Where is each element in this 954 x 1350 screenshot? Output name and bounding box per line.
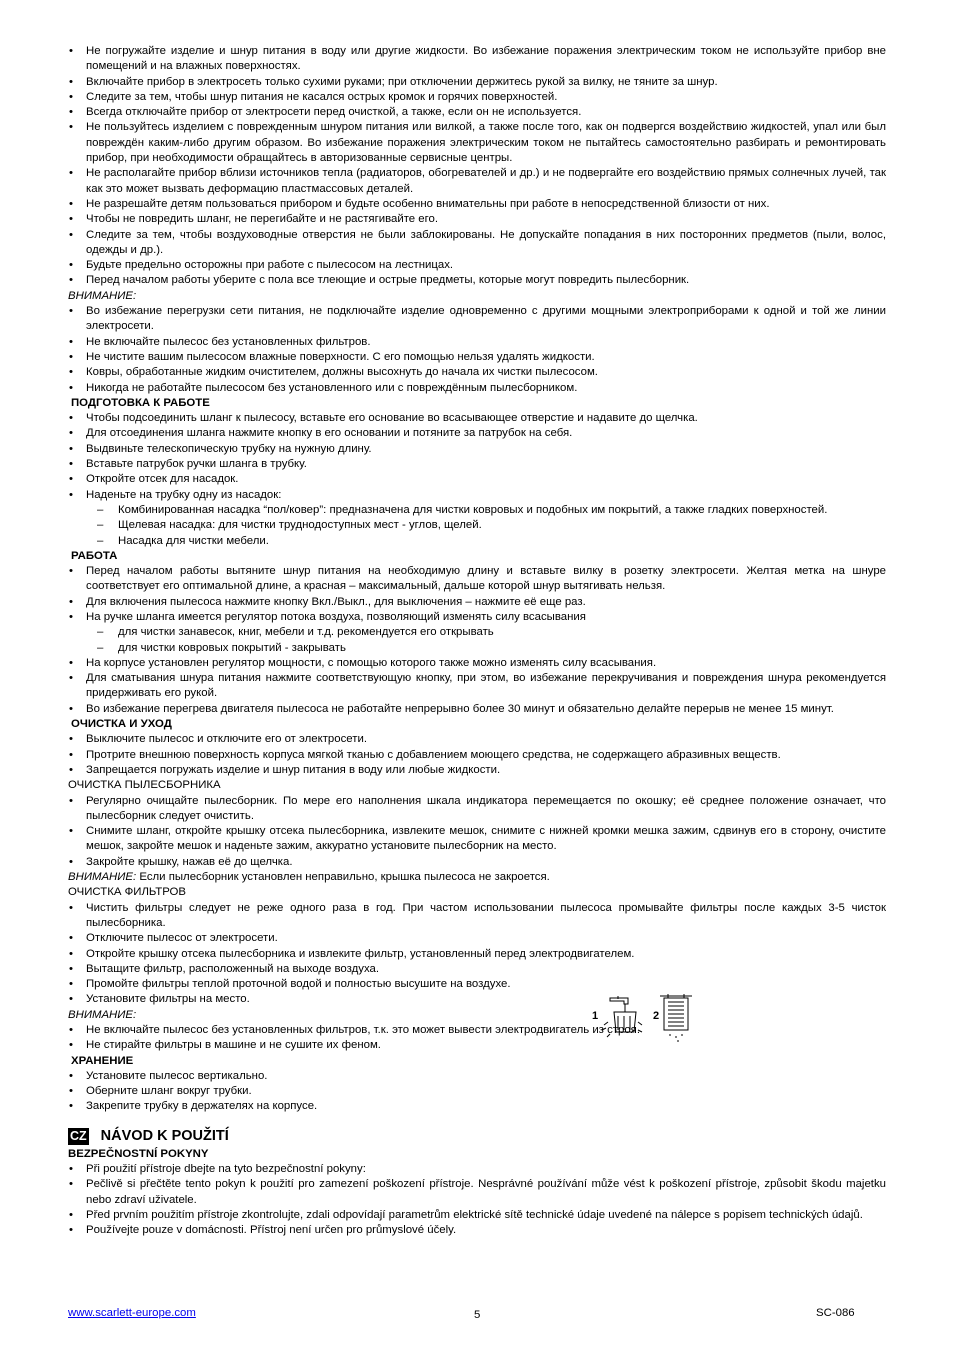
list-item: • Откройте крышку отсека пылесборника и извлеките фильтр, установленный перед электродвигателем. [68,947,886,962]
list-item: • Закрепите трубку в держателях на корпусе. [68,1099,886,1114]
dust-note-text: Если пылесборник установлен неправильно, крышка пылесоса не закроется. [136,871,550,884]
section-heading-preparation: ПОДГОТОВКА К РАБОТЕ [71,396,210,409]
operation-list [68,564,886,625]
filter-attention-list [68,1023,886,1054]
list-item: • Чтобы не повредить шланг, не перегибайте и не растягивайте его. [68,212,886,227]
filter-list [68,901,886,1008]
list-item: • Чистить фильтры следует не реже одного раза в год. При частом использовании пылесоса промывайте фильтры после каждых 3-5 чисток пылесборника. [68,901,886,932]
list-item: • Ковры, обработанные жидким очистителем, должны высохнуть до начала их чистки пылесосом. [68,365,886,380]
figure-label-2: 2 [653,1010,660,1022]
preparation-list [68,411,886,503]
drying-filter-icon [660,994,692,1042]
cz-heading [68,1127,886,1147]
airflow-list [68,625,886,656]
subheading-filters: ОЧИСТКА ФИЛЬТРОВ [68,886,187,899]
list-item: • Для сматывания шнура питания нажмите соответствующую кнопку, при этом, во избежание перекручивания и повреждения шнура рекомендуется придерживать его рукой. [68,671,886,702]
list-item: • Перед началом работы вытяните шнур питания на необходимую длину и вставьте вилку в розетку электросети. Желтая метка на шнуре соответствует его оптимальной длине, а красная – максимальный, дальше которой шнур вытягивать нельзя. [68,564,886,595]
list-item: • Установите фильтры на место. [68,992,556,1007]
website-link[interactable]: www.scarlett-europe.com [68,1307,196,1319]
dust-container-list [68,794,886,870]
section-heading-operation: РАБОТА [71,549,118,562]
list-item: • Вставьте патрубок ручки шланга в трубку. [68,457,886,472]
list-item: • На ручке шланга имеется регулятор потока воздуха, позволяющий изменять силу всасывания [68,610,886,625]
model-number: SC-086 [816,1307,855,1319]
dust-note-label: ВНИМАНИЕ: [68,871,137,884]
sub-list-item: – для чистки занавесок, книг, мебели и т.д. рекомендуется его открывать [68,625,886,640]
safety-list [68,44,886,289]
nozzle-list [68,503,886,549]
list-item: • Регулярно очищайте пылесборник. По мере его наполнения шкала индикатора перемещается по окошку; её среднее положение означает, что пылесборник следует очистить. [68,794,886,825]
list-item: • Откройте отсек для насадок. [68,472,886,487]
list-item: • Следите за тем, чтобы шнур питания не касался острых кромок и горячих поверхностей. [68,90,886,105]
list-item: • Снимите шланг, откройте крышку отсека пылесборника, извлеките мешок, снимите с нижней кромки мешка зажим, сдвинув его в сторону, очистите мешок, закройте мешок и наденьте зажим, аккуратно установите пылесборник на место. [68,824,886,855]
list-item: • Не погружайте изделие и шнур питания в воду или другие жидкости. Во избежание поражения электрическим током не используйте прибор вне помещений и на влажных поверхностях. [68,44,886,75]
list-item: • Перед началом работы уберите с пола все тлеющие и острые предметы, которые могут повредить пылесборник. [68,273,886,288]
list-item: • Для включения пылесоса нажмите кнопку Вкл./Выкл., для выключения – нажмите её еще раз. [68,595,886,610]
list-item: • Промойте фильтры теплой проточной водой и полностью высушите на воздухе. [68,977,556,992]
list-item: • Отключите пылесос от электросети. [68,931,886,946]
list-item: • Протрите внешнюю поверхность корпуса мягкой тканью с добавлением моющего средства, не содержащего абразивных веществ. [68,748,886,763]
sub-list-item: – для чистки ковровых покрытий - закрывать [68,641,886,656]
cz-flag-badge: CZ [70,1129,87,1144]
list-item: • Не включайте пылесос без установленных фильтров. [68,335,886,350]
sub-list-item: – Насадка для чистки мебели. [68,534,886,549]
section-heading-cleaning: ОЧИСТКА И УХОД [71,718,172,731]
list-item: • Для отсоединения шланга нажмите кнопку в его основании и потяните за патрубок на себя. [68,426,886,441]
storage-list [68,1069,886,1115]
list-item: • Чтобы подсоединить шланг к пылесосу, вставьте его основание во всасывающее отверстие и надавите до щелчка. [68,411,886,426]
filter-attention-label: ВНИМАНИЕ: [68,1008,137,1021]
list-item: • Во избежание перегрева двигателя пылесоса не работайте непрерывно более 30 минут и обязательно делайте перерыв не менее 15 минут. [68,702,886,717]
figure-label-1: 1 [592,1010,599,1022]
section-heading-storage: ХРАНЕНИЕ [71,1054,134,1067]
list-item: • Никогда не работайте пылесосом без установленного или с повреждённым пылесборником. [68,381,886,396]
list-item: • Выдвиньте телескопическую трубку на нужную длину. [68,442,886,457]
cz-subheading: BEZPEČNOSTNÍ POKYNY [68,1147,209,1160]
list-item: • Всегда отключайте прибор от электросети перед очисткой, а также, если он не используется. [68,105,886,120]
list-item: • Při použití přístroje dbejte na tyto bezpečnostní pokyny: [68,1162,886,1177]
list-item: • Не включайте пылесос без установленных фильтров, т.к. это может вывести электродвигатель из строя. [68,1023,886,1038]
list-item: • Не пользуйтесь изделием с поврежденным шнуром питания или вилкой, а также после того, как он подвергся воздействию жидкостей, упал или был повреждён каким-либо другим образом. Во избежание поражения электрическим током не пытайтесь самостоятельно разбирать и ремонтировать прибор, при необходимости обращайтесь в авторизованные сервисные центры. [68,120,886,166]
list-item: • Не стирайте фильтры в машине и не сушите их феном. [68,1038,886,1053]
list-item: • Používejte pouze v domácnosti. Přístroj není určen pro průmyslové účely. [68,1223,886,1238]
attention-list [68,304,886,396]
list-item: • Будьте предельно осторожны при работе с пылесосом на лестницах. [68,258,886,273]
list-item: • Установите пылесос вертикально. [68,1069,886,1084]
list-item: • Не разрешайте детям пользоваться прибором и будьте особенно внимательны при работе в непосредственной близости от них. [68,197,886,212]
list-item: • Не чистите вашим пылесосом влажные поверхности. С его помощью нельзя удалять жидкости. [68,350,886,365]
attention-label: ВНИМАНИЕ: [68,289,137,302]
page-number: 5 [474,1309,481,1321]
list-item: • Закройте крышку, нажав её до щелчка. [68,855,886,870]
list-item: • На корпусе установлен регулятор мощности, с помощью которого также можно изменять силу всасывания. [68,656,886,671]
list-item: • Следите за тем, чтобы воздуховодные отверстия не были заблокированы. Не допускайте попадания в них посторонних предметов (пыли, волос, одежды и др.). [68,228,886,259]
filter-washing-illustration [588,992,698,1044]
dust-note [68,870,886,885]
faucet-icon [602,996,642,1037]
list-item: • Выключите пылесос и отключите его от электросети. [68,732,886,747]
operation-list-continued [68,656,886,717]
document-body [68,44,886,1239]
list-item: • Не располагайте прибор вблизи источников тепла (радиаторов, обогревателей и др.) и не подвергайте его воздействию прямых солнечных лучей, так как это может вызвать деформацию пластмассовых деталей. [68,166,886,197]
subheading-dust-container: ОЧИСТКА ПЫЛЕСБОРНИКА [68,779,221,792]
list-item: • Pečlivě si přečtěte tento pokyn k použití pro zamezení poškození přístroje. Nesprávné používání může vést k poškození přístroje, způsobit škodu majetku nebo zdraví uživatele. [68,1177,886,1208]
list-item: • Оберните шланг вокруг трубки. [68,1084,886,1099]
sub-list-item: – Комбинированная насадка “пол/ковер”: предназначена для чистки ковровых и подобных им покрытий, а также гладких поверхностей. [68,503,886,518]
list-item: • Před prvním použitím přístroje zkontrolujte, zdali odpovídají parametrům elektrické sítě technické údaje uvedené na nálepce s popisem technických údajů. [68,1208,886,1223]
list-item: • Вытащите фильтр, расположенный на выходе воздуха. [68,962,556,977]
cleaning-list [68,732,886,778]
list-item: • Во избежание перегрузки сети питания, не подключайте изделие одновременно с другими мощными электроприборами к одной и той же линии электросети. [68,304,886,335]
sub-list-item: – Щелевая насадка: для чистки труднодоступных мест - углов, щелей. [68,518,886,533]
cz-safety-list [68,1162,886,1238]
cz-title: NÁVOD K POUŽITÍ [100,1128,229,1145]
list-item: • Наденьте на трубку одну из насадок: [68,488,886,503]
list-item: • Запрещается погружать изделие и шнур питания в воду или любые жидкости. [68,763,886,778]
list-item: • Включайте прибор в электросеть только сухими руками; при отключении держитесь рукой за вилку, не тяните за шнур. [68,75,886,90]
